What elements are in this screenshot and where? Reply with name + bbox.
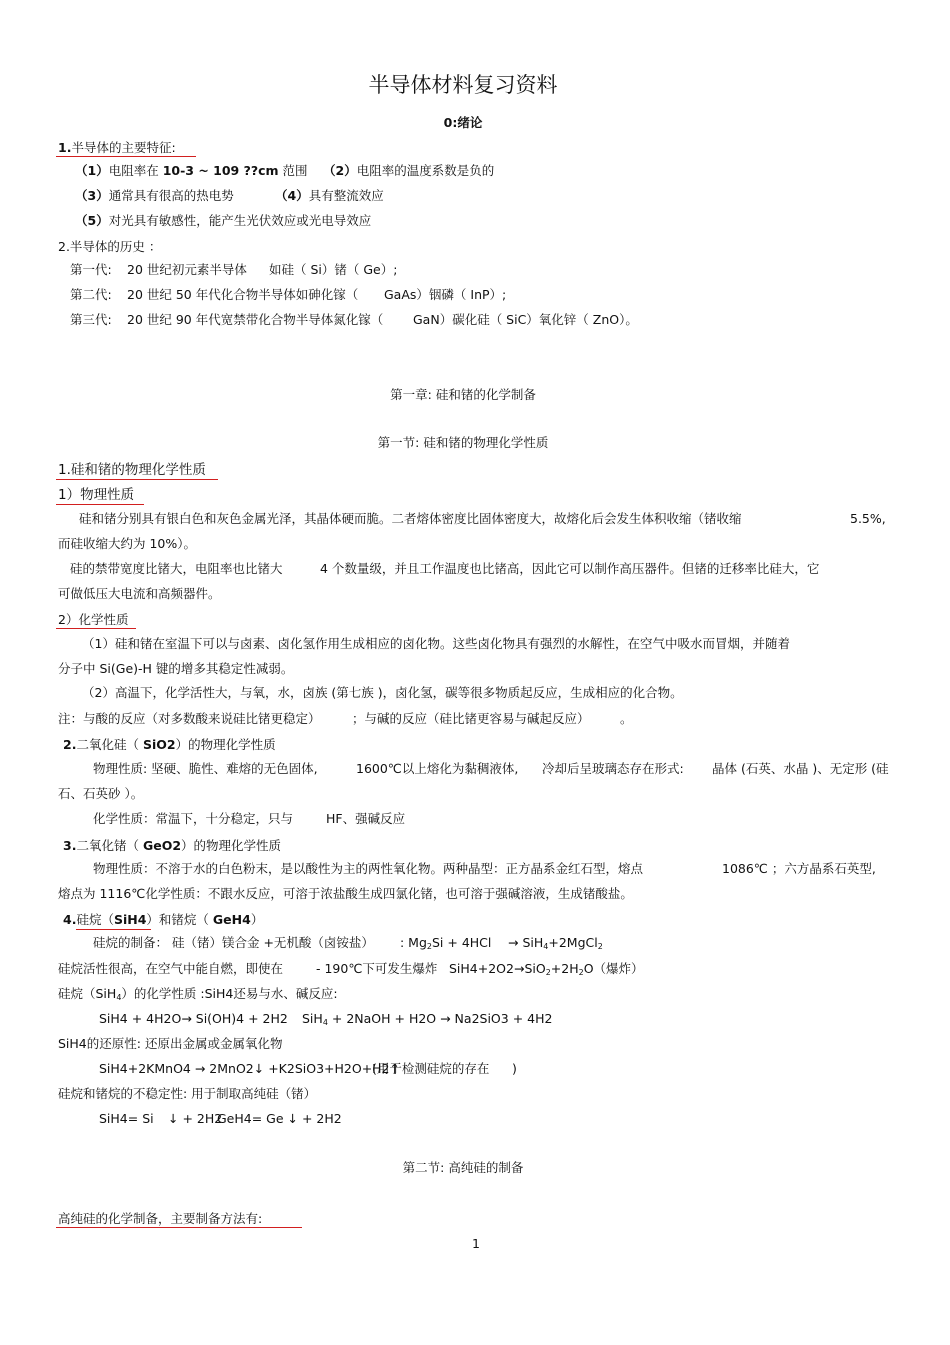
sio2-physical-b: 1600℃以上熔化为黏稠液体, [356, 761, 519, 776]
sio2-chemical-b: HF、强碱反应 [326, 811, 406, 826]
sio2-physical-a: 物理性质: 坚硬、脆性、难熔的无色固体, [93, 761, 318, 776]
heading-geo2: 3.二氧化锗（ GeO2）的物理化学性质 [63, 838, 282, 853]
red-underline [56, 504, 144, 505]
geo2-physical-b: 1086℃ ；六方晶系石英型, [722, 861, 876, 876]
generation-3-label: 第三代: [70, 312, 112, 327]
equation-si-decomp-b: ↓ + 2H2 [168, 1111, 223, 1126]
feature-4: （4）具有整流效应 [275, 188, 384, 203]
generation-3-examples: GaN）碳化硅（ SiC）氧化锌（ ZnO）。 [413, 312, 638, 327]
sio2-physical-c: 冷却后呈玻璃态存在形式: [542, 761, 684, 776]
page-number: 1 [472, 1236, 480, 1251]
feature-5: （5）对光具有敏感性，能产生光伏效应或光电导效应 [75, 213, 372, 228]
generation-2-label: 第二代: [70, 287, 112, 302]
equation-ge-decomp: GeH4= Ge ↓ + 2H2 [217, 1111, 342, 1126]
paragraph-physical-2-b: 4 个数量级，并且工作温度也比锗高，因此它可以制作高压器件。但锗的迁移率比硅大，它 [320, 561, 820, 576]
silane-prep-c: → SiH$_4$+2MgCl$_2$ [508, 935, 603, 951]
feature-2: （2）电阻率的温度系数是负的 [323, 163, 495, 178]
silane-activity-c: $SiH4+2O2\to SiO_2+2H_2O$（爆炸） [449, 961, 644, 977]
silane-reducing: SiH4的还原性: 还原出金属或金属氧化物 [58, 1036, 283, 1051]
red-underline [76, 929, 151, 930]
heading-silane: 4.硅烷（SiH4）和锗烷（ GeH4） [63, 912, 264, 927]
generation-1-examples: 如硅（ Si）锗（ Ge）; [269, 262, 398, 277]
generation-3-text: 20 世纪 90 年代宽禁带化合物半导体氮化镓（ [127, 312, 384, 327]
silane-activity-b: - 190℃下可发生爆炸 [316, 961, 438, 976]
heading-sio2: 2.二氧化硅（ SiO2）的物理化学性质 [63, 737, 276, 752]
generation-2-text: 20 世纪 50 年代化合物半导体如砷化镓（ [127, 287, 359, 302]
chapter-1-title: 第一章: 硅和锗的化学制备 [390, 387, 536, 402]
geo2-physical-c: 熔点为 1116℃化学性质：不跟水反应，可溶于浓盐酸生成四氯化锗，也可溶于强碱溶液，生成锗酸盐。 [58, 886, 633, 901]
red-underline [56, 156, 196, 157]
sio2-physical-e: 石、石英砂 ）。 [58, 786, 144, 801]
heading-chemical: 2）化学性质 [58, 612, 129, 627]
generation-2-examples: GaAs）铟磷（ InP）; [384, 287, 507, 302]
paragraph-physical-1-value: 5.5%, [850, 511, 886, 526]
equation-si-decomp-a: SiH4= Si [99, 1111, 154, 1126]
sio2-chemical-a: 化学性质：常温下，十分稳定，只与 [93, 811, 294, 826]
feature-3: （3）通常具有很高的热电势 [75, 188, 234, 203]
equation-kmno4-note-end: ) [512, 1061, 517, 1076]
heading-physical: 1）物理性质 [58, 487, 135, 503]
equation-kmno4: SiH4+2KMnO4 → 2MnO2↓ +K2SiO3+H2O+H2↑ [99, 1061, 400, 1076]
section-heading-features: 1.半导体的主要特征: [58, 140, 176, 155]
silane-prep-a: 硅烷的制备： 硅（锗）镁合金 +无机酸（卤铵盐） [93, 935, 374, 950]
paragraph-chemical-1-cont: 分子中 Si(Ge)-H 键的增多其稳定性减弱。 [58, 661, 294, 676]
note-acid: 注：与酸的反应（对多数酸来说硅比锗更稳定） [58, 711, 321, 726]
generation-1-label: 第一代: [70, 262, 112, 277]
red-underline [56, 479, 218, 480]
note-end: 。 [620, 711, 633, 726]
red-underline [56, 1227, 302, 1228]
section-heading-history: 2.半导体的历史 ： [58, 239, 162, 254]
sio2-physical-d: 晶体 (石英、水晶 )、无定形 (硅 [712, 761, 889, 776]
paragraph-physical-2: 硅的禁带宽度比锗大，电阻率也比锗大 [70, 561, 283, 576]
section-1-title: 第一节: 硅和锗的物理化学性质 [377, 435, 549, 450]
equation-base: SiH$_4$ + 2NaOH + H2O → Na2SiO3 + 4H2 [302, 1011, 553, 1027]
silane-chem-props: 硅烷（SiH$_4$）的化学性质 :SiH4还易与水、碱反应: [58, 986, 338, 1002]
note-base: ；与碱的反应（硅比锗更容易与碱起反应） [352, 711, 590, 726]
silane-prep-b: : $Mg_2Si + 4HCl$ [400, 935, 492, 951]
geo2-physical-a: 物理性质：不溶于水的白色粉末，是以酸性为主的两性氧化物。两种晶型：正方晶系金红石型，熔点 [93, 861, 644, 876]
intro-heading: 0:绪论 [443, 115, 483, 130]
paragraph-chemical-2: （2）高温下，化学活性大，与氧，水，卤族 (第七族 )，卤化氢，碳等很多物质起反应，生成相应的化合物。 [82, 685, 683, 700]
red-underline [56, 628, 136, 629]
paragraph-physical-1: 硅和锗分别具有银白色和灰色金属光泽，其晶体硬而脆。二者熔体密度比固体密度大，故熔化后会发生体积收缩（锗收缩 [79, 511, 742, 526]
silane-activity-a: 硅烷活性很高，在空气中能自燃，即使在 [58, 961, 284, 976]
paragraph-chemical-1: （1）硅和锗在室温下可以与卤素、卤化氢作用生成相应的卤化物。这些卤化物具有强烈的水解性，在空气中吸水而冒烟，并随着 [82, 636, 790, 651]
silane-instability: 硅烷和锗烷的不稳定性: 用于制取高纯硅（锗） [58, 1086, 317, 1101]
heading-purification: 高纯硅的化学制备，主要制备方法有: [58, 1211, 263, 1226]
equation-kmno4-note: (用于检测硅烷的存在 [372, 1061, 490, 1076]
paragraph-physical-2-cont: 可做低压大电流和高频器件。 [58, 586, 221, 601]
generation-1-text: 20 世纪初元素半导体 [127, 262, 247, 277]
feature-1: （1）电阻率在 10-3 ~ 109 ??cm 范围 [75, 163, 308, 178]
document-title: 半导体材料复习资料 [368, 73, 558, 97]
paragraph-physical-1-cont: 而硅收缩大约为 10%）。 [58, 536, 197, 551]
heading-physchem: 1.硅和锗的物理化学性质 [58, 462, 206, 478]
equation-hydrolysis: SiH4 + 4H2O→ Si(OH)4 + 2H2 [99, 1011, 288, 1026]
section-2-title: 第二节: 高纯硅的制备 [402, 1160, 524, 1175]
